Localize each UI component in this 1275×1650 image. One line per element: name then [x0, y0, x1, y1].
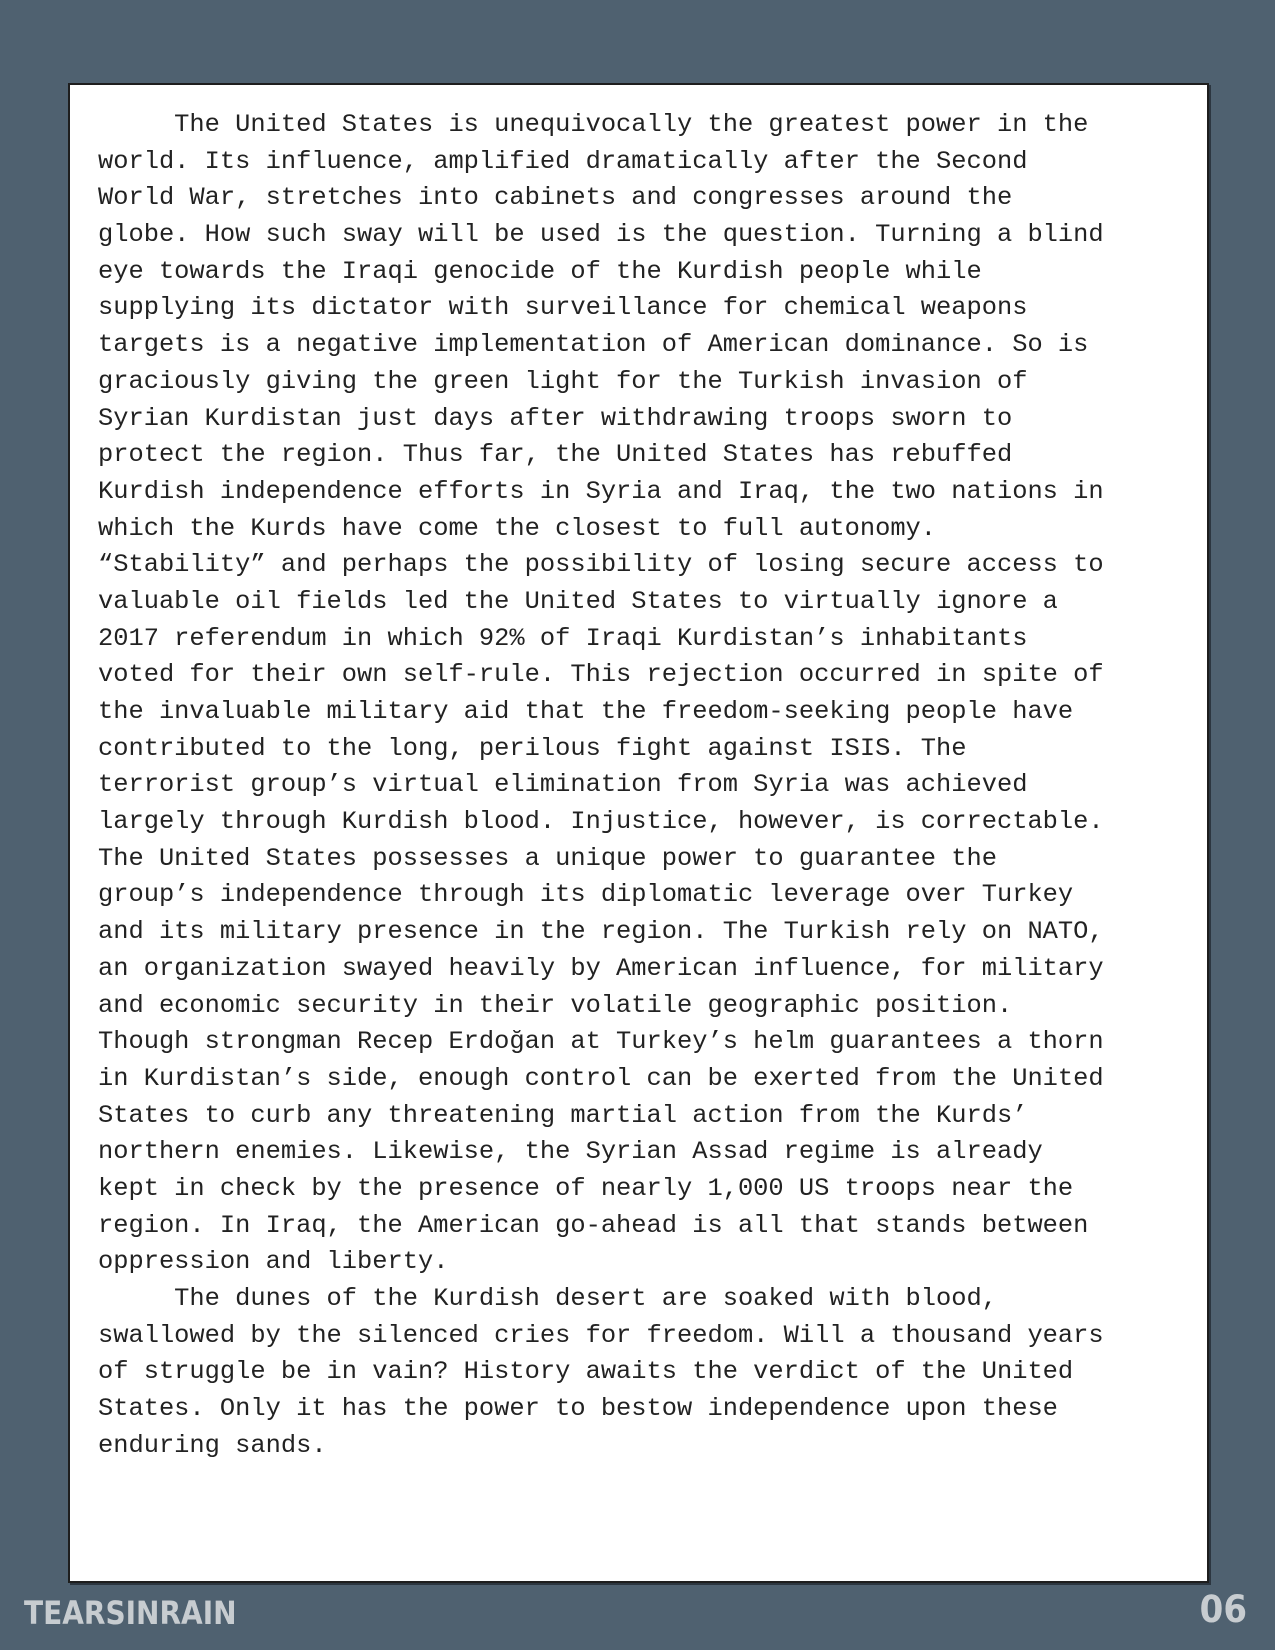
text-line: northern enemies. Likewise, the Syrian Assad regime is already	[98, 1137, 1043, 1167]
text-line: graciously giving the green light for the Turkish invasion of	[98, 366, 1028, 396]
text-line: which the Kurds have come the closest to full autonomy.	[98, 513, 937, 543]
text-line: globe. How such sway will be used is the question. Turning a blind	[98, 220, 1104, 250]
text-line: group’s independence through its diplomatic leverage over Turkey	[98, 880, 1074, 910]
text-line: World War, stretches into cabinets and congresses around the	[98, 183, 1013, 213]
text-line: the invaluable military aid that the freedom-seeking people have	[98, 697, 1074, 726]
text-line: and its military presence in the region. The Turkish rely on NATO,	[98, 917, 1104, 947]
text-line: States to curb any threatening martial action from the Kurds’	[98, 1100, 1028, 1130]
text-line: kept in check by the presence of nearly 1,000 US troops near the	[98, 1173, 1074, 1203]
text-line: The United States possesses a unique power to guarantee the	[98, 843, 997, 873]
text-line: an organization swayed heavily by American influence, for military	[98, 953, 1104, 983]
text-line: of struggle be in vain? History awaits the verdict of the United	[98, 1357, 1074, 1387]
text-line: and economic security in their volatile geographic position.	[98, 990, 1013, 1020]
text-line: valuable oil fields led the United States to virtually ignore a	[98, 586, 1058, 616]
page-number: 06	[1199, 1588, 1247, 1632]
text-line: Syrian Kurdistan just days after withdrawing troops sworn to	[98, 403, 1013, 433]
text-line: protect the region. Thus far, the United States has rebuffed	[98, 440, 1013, 470]
text-line: region. In Iraq, the American go-ahead is all that stands between	[98, 1210, 1089, 1240]
text-line: world. Its influence, amplified dramatically after the Second	[98, 146, 1028, 176]
text-line: voted for their own self-rule. This rejection occurred in spite of	[98, 660, 1104, 690]
text-line: contributed to the long, perilous fight against ISIS. The	[98, 733, 967, 763]
text-line: largely through Kurdish blood. Injustice, however, is correctable.	[98, 807, 1104, 837]
text-line: supplying its dictator with surveillance for chemical weapons	[98, 293, 1028, 323]
text-line: 2017 referendum in which 92% of Iraqi Kurdistan’s inhabitants	[98, 623, 1028, 653]
text-line: swallowed by the silenced cries for freedom. Will a thousand years	[98, 1320, 1104, 1350]
text-line: oppression and liberty.	[98, 1247, 449, 1277]
document-body	[98, 107, 1183, 1464]
text-line: Kurdish independence efforts in Syria and Iraq, the two nations in	[98, 476, 1104, 506]
text-line: in Kurdistan’s side, enough control can be exerted from the United	[98, 1063, 1104, 1093]
text-line: targets is a negative implementation of American dominance. So is	[98, 330, 1089, 360]
text-line: “Stability” and perhaps the possibility of losing secure access to	[98, 550, 1104, 580]
text-line: States. Only it has the power to bestow independence upon these	[98, 1394, 1058, 1424]
text-line: The United States is unequivocally the greatest power in the	[98, 110, 1089, 139]
brand-logo: TEARSINRAIN	[24, 1594, 237, 1632]
document-panel	[68, 83, 1209, 1583]
text-line: The dunes of the Kurdish desert are soaked with blood,	[98, 1284, 997, 1313]
text-line: terrorist group’s virtual elimination from Syria was achieved	[98, 770, 1028, 800]
text-line: enduring sands.	[98, 1430, 327, 1460]
text-line: Though strongman Recep Erdoğan at Turkey’s helm guarantees a thorn	[98, 1027, 1104, 1057]
text-line: eye towards the Iraqi genocide of the Kurdish people while	[98, 256, 982, 286]
